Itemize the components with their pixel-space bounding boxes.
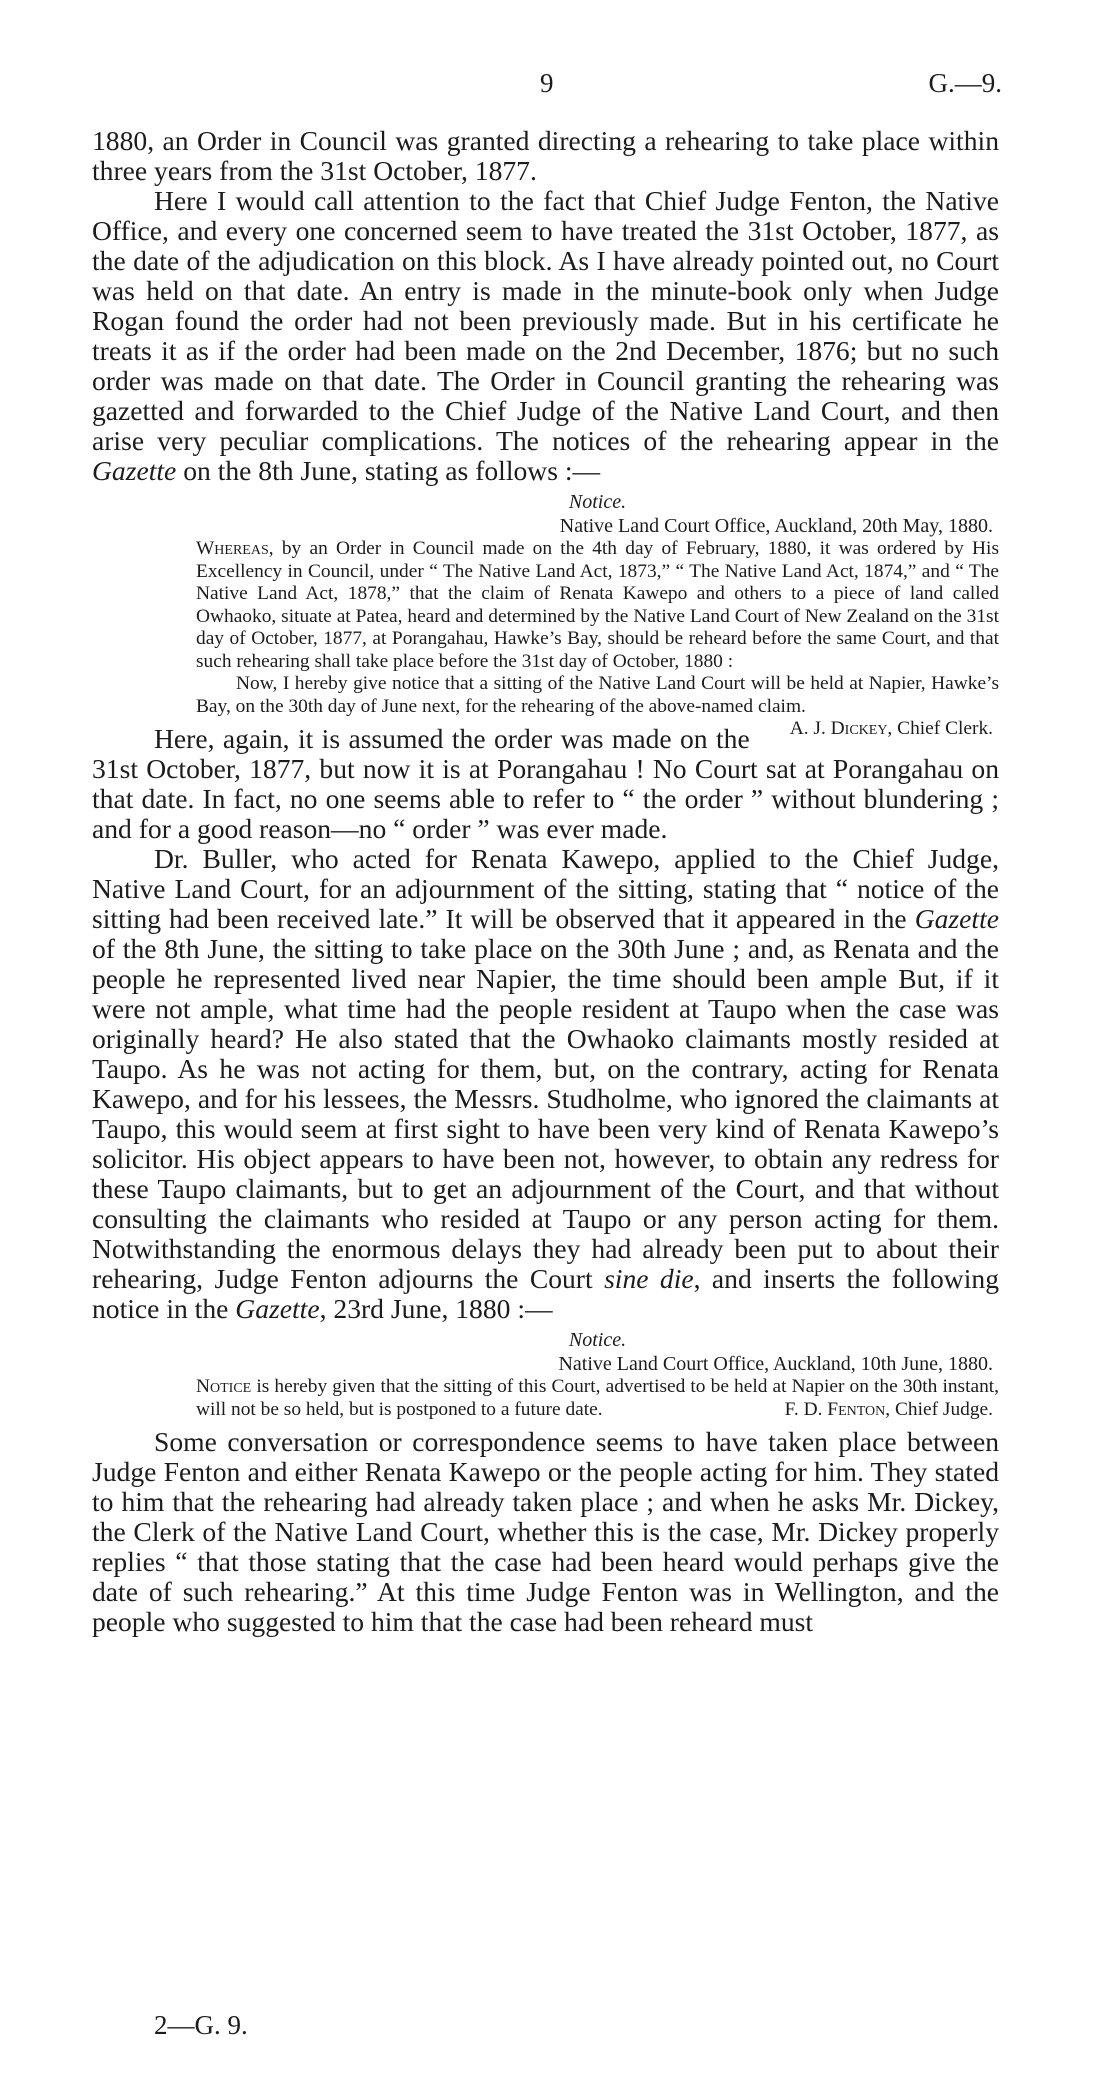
notice-2-body — [196, 1376, 999, 1421]
signature-2-title: Chief Judge. — [890, 1398, 993, 1420]
paragraph-4-text-b: of the 8th June, the sitting to take place on the 30th June ; and, as Renata and the people he represented lived near Napier, the time should been ample But, if it were not ample, what time had the people resident at Taupo when the case was originally heard? He also stated that the Owhaoko claimants mostly resided at Taupo. As he was not acting for them, but, on the contrary, acting for Renata Kawepo, and for his lessees, the Messrs. Studholme, who ignored the claimants at Taupo, this would seem at first sight to have been very kind of Renata Kawepo’s solicitor. His object appears to have been not, however, to obtain any redress for these Taupo claimants, but to get an adjournment of the Court, and that without consulting the claimants who resided at Taupo or any person acting for them. Notwithstanding the enormous delays they had already been put to about their rehearing, Judge Fenton adjourns the Court — [92, 933, 999, 1294]
gazette-italic: Gazette — [92, 455, 177, 486]
paragraph-5: Some conversation or correspondence seems to have taken place between Judge Fenton and either Renata Kawepo or the people acting for him. They stated to him that the rehearing had already taken place ; and when he asks Mr. Dickey, the Clerk of the Native Land Court, whether this is the case, Mr. Dickey properly replies “ that those stating that the case had been heard would perhaps give the date of such rehearing.” At this time Judge Fenton was in Wellington, and the people who suggested to him that the case had been reheard must — [92, 1426, 999, 1637]
paragraph-4 — [92, 844, 999, 1324]
paragraph-2-text-a: Here I would call attention to the fact that Chief Judge Fenton, the Native Office, and every one concerned seem to have treated the 31st October, 1877, as the date of the adjudication on this block. As I have already pointed out, no Court was held on that date. An entry is made in the minute-book only when Judge Rogan found the order had not been previously made. But in his certificate he treats it as if the order had been made on the 2nd December, 1876; but no such order was made on that date. The Order in Council granting the rehearing was gazetted and forwarded to the Chief Judge of the Native Land Court, and then arise very peculiar complications. The notices of the rehearing appear in the — [92, 185, 999, 456]
paragraph-3: Here, again, it is assumed the order was made on the 31st October, 1877, but now it is at Porangahau ! No Court sat at Porangahau on that date. In fact, no one seems able to refer to “ the order ” without blundering ; and for a good reason—no “ order ” was ever made. — [92, 723, 999, 844]
notice-2-body-text: is hereby given that the sitting of this Court, advertised to be held at Napier on the 30th instant, will not be so held, but is postponed to a future date. — [196, 1376, 999, 1420]
notice-body-2-text: Now, I hereby give notice that a sitting of the Native Land Court will be held at Napier, Hawke’s Bay, on the 30th day of June next, for the rehearing of the above-named claim. — [196, 673, 999, 717]
paragraph-4-text-c: , and inserts the following notice in the — [92, 1263, 999, 1324]
paragraph-2-text-b: on the 8th June, stating as follows :— — [176, 455, 601, 486]
notice-title: Notice. — [568, 491, 627, 513]
page-number: 9 — [540, 68, 554, 98]
notice-body-text: by an Order in Council made on the 4th day of February, 1880, it was ordered by His Excellency in Council, under “ The Native Land Act, 1873,” “ The Native Land Act, 1874,” and “ The Native Land Act, 1878,” that the claim of Renata Kawepo and others to a piece of land called Owhaoko, situate at Patea, heard and determined by the Native Land Court of New Zealand on the 31st day of October, 1877, at Porangahau, Hawke’s Bay, should be reheard before the same Court, and that such rehearing shall take place before the 31st day of October, 1880 : — [196, 538, 999, 672]
notice-may-1880 — [196, 490, 999, 739]
notice-2-lead-word: Notice — [196, 1376, 252, 1397]
paragraph-4-text-a: Dr. Buller, who acted for Renata Kawepo, applied to the Chief Judge, Native Land Court, for an adjournment of the sitting, stating that “ notice of the sitting had been received late.” It will be observed that it appeared in the — [92, 843, 999, 934]
paragraph-2 — [92, 186, 999, 486]
signature-2-name: F. D. Fenton, — [784, 1398, 891, 1420]
notice-2-title: Notice. — [568, 1329, 627, 1351]
gazette-italic-3: Gazette — [235, 1293, 320, 1324]
paragraph-4-text-d: , 23rd June, 1880 :— — [319, 1293, 553, 1324]
gazette-italic-2: Gazette — [914, 903, 999, 934]
notice-heading: Native Land Court Office, Auckland, 20th May, 1880. — [559, 515, 993, 537]
paragraph-1: 1880, an Order in Council was granted directing a rehearing to take place within three years from the 31st October, 1877. — [92, 125, 999, 186]
notice-2-heading: Native Land Court Office, Auckland, 10th June, 1880. — [558, 1353, 993, 1375]
page-header — [0, 68, 1114, 108]
notice-june-1880 — [196, 1328, 999, 1421]
signature-name: A. J. Dickey, — [789, 718, 893, 739]
document-body — [92, 126, 999, 1637]
notice-body — [196, 538, 999, 673]
notice-body-2 — [196, 673, 999, 739]
sine-die-italic: sine die — [604, 1263, 694, 1294]
signature-title: Chief Clerk. — [892, 718, 993, 739]
notice-signature — [750, 718, 999, 741]
notice-2-signature — [785, 1399, 999, 1422]
document-reference: G.—9. — [928, 68, 1002, 98]
signature-mark: 2—G. 9. — [154, 2010, 248, 2040]
notice-lead-word: Whereas, — [196, 538, 274, 559]
